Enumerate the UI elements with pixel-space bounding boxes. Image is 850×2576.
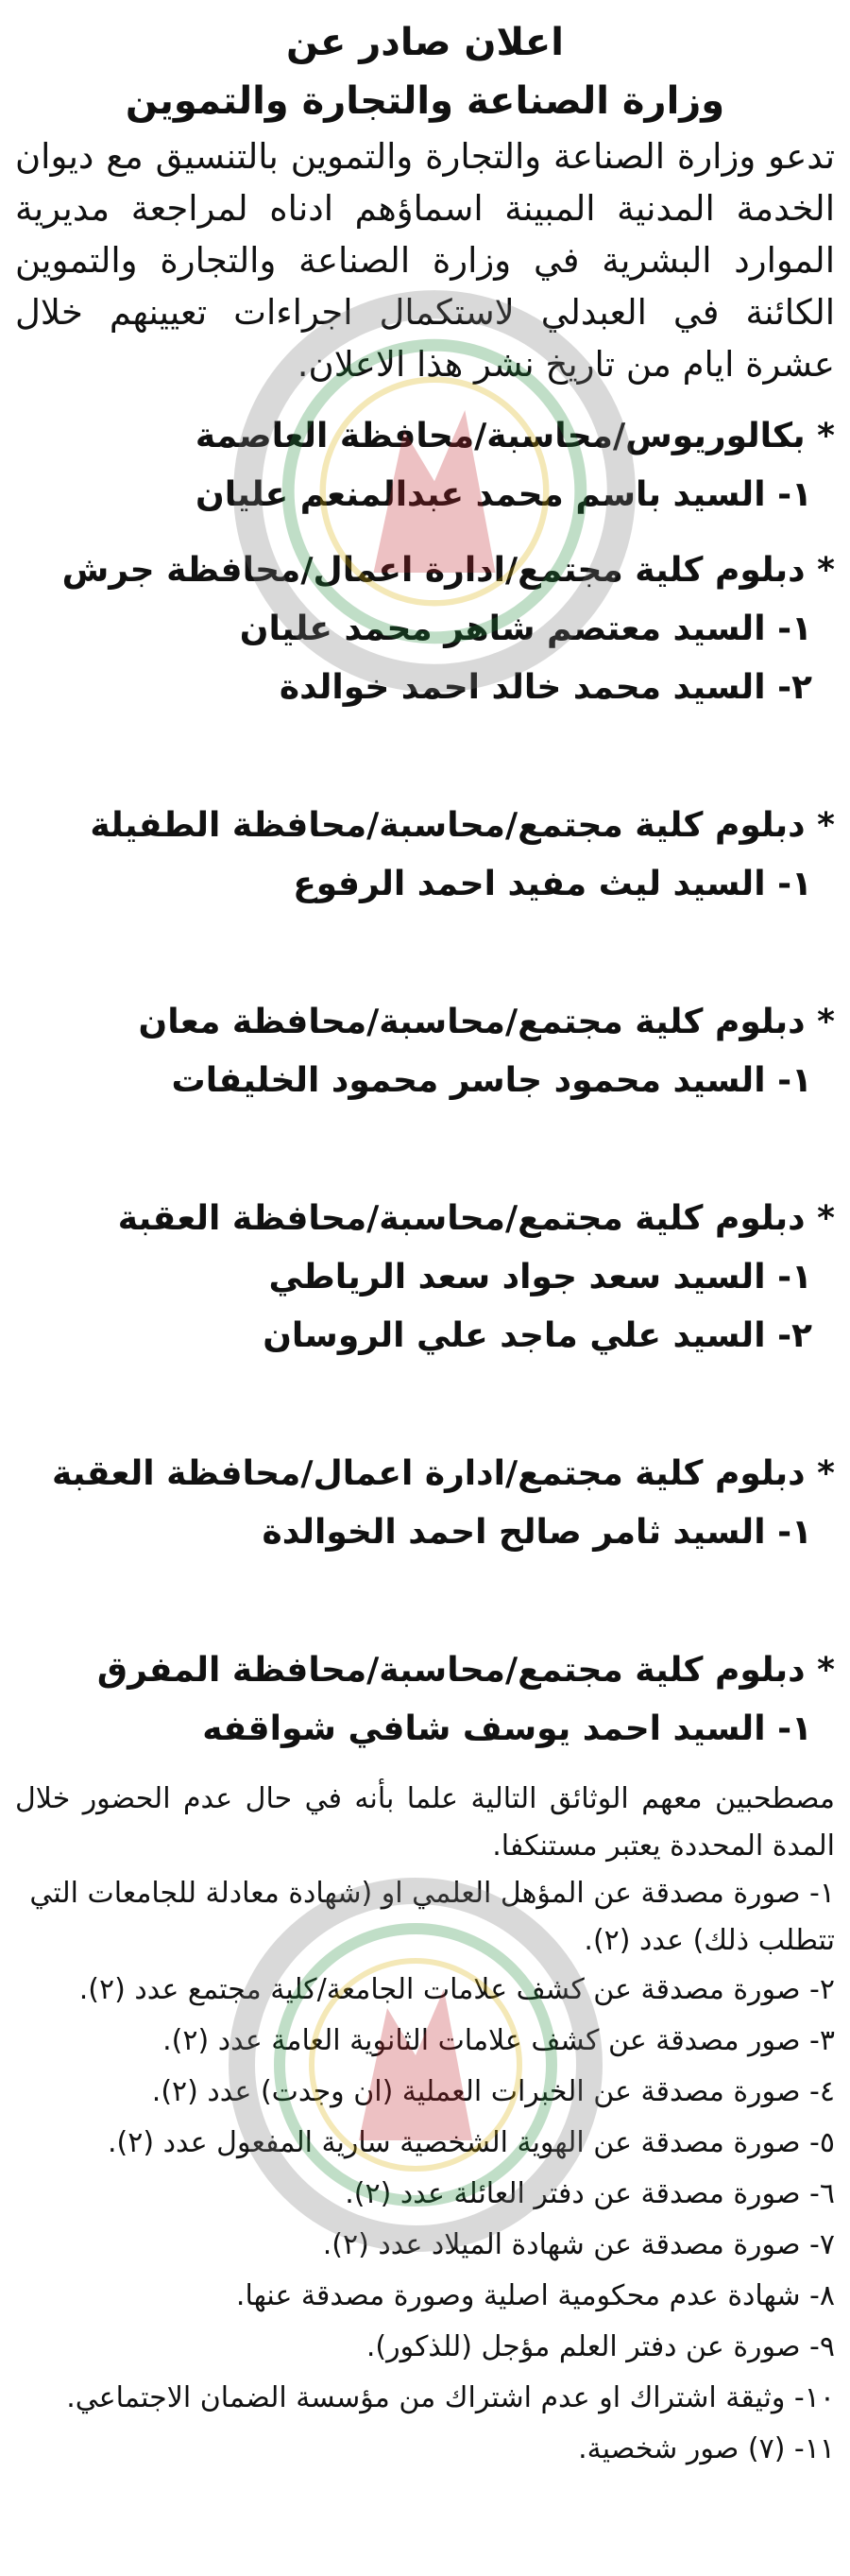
section-heading: * دبلوم كلية مجتمع/محاسبة/محافظة معان — [138, 1003, 835, 1041]
documents-intro: مصطحبين معهم الوثائق التالية علما بأنه في حال عدم الحضور خلال المدة المحددة يعتبر مستنكفا. — [15, 1782, 835, 1863]
section-heading: * دبلوم كلية مجتمع/محاسبة/محافظة العقبة — [117, 1199, 835, 1238]
document-item: ٢- صورة مصدقة عن كشف علامات الجامعة/كلية مجتمع عدد (٢). — [78, 1973, 835, 2006]
section-heading: * دبلوم كلية مجتمع/محاسبة/محافظة المفرق — [96, 1651, 835, 1690]
person-name: ٢- السيد محمد خالد احمد خوالدة — [279, 668, 812, 707]
section-6 — [0, 1641, 850, 1759]
person-name: ١- السيد معتصم شاهر محمد عليان — [239, 610, 812, 648]
document-item: ٥- صورة مصدقة عن الهوية الشخصية سارية المفعول عدد (٢). — [108, 2126, 835, 2159]
documents-list — [0, 1870, 850, 2475]
person-name: ١- السيد ثامر صالح احمد الخوالدة — [262, 1513, 812, 1552]
section-5 — [0, 1445, 850, 1562]
section-4 — [0, 1190, 850, 1365]
section-heading: * بكالوريوس/محاسبة/محافظة العاصمة — [195, 417, 835, 455]
section-heading: * دبلوم كلية مجتمع/محاسبة/محافظة الطفيلة — [90, 806, 835, 845]
person-name: ١- السيد سعد جواد سعد الرياطي — [268, 1258, 812, 1297]
section-1 — [0, 541, 850, 717]
intro-paragraph: تدعو وزارة الصناعة والتجارة والتموين بالتنسيق مع ديوان الخدمة المدنية المبينة اسماؤهم ادناه لمراجعة مديرية الموارد البشرية في وزارة الصناعة والتجارة والتموين الكائنة في العبدلي لاستكمال اجراءات تعيينهم خلال عشرة ايام من تاريخ نشر هذا الاعلان. — [15, 136, 835, 385]
person-name: ١- السيد ليث مفيد احمد الرفوع — [293, 865, 812, 903]
person-name: ١- السيد باسم محمد عبدالمنعم عليان — [196, 475, 812, 514]
document-item: ٤- صورة مصدقة عن الخبرات العملية (ان وجدت) عدد (٢). — [151, 2075, 835, 2108]
ministry-title: وزارة الصناعة والتجارة والتموين — [125, 79, 725, 123]
document-item: ١١- (٧) صور شخصية. — [578, 2432, 835, 2465]
announcement-title: اعلان صادر عن — [286, 21, 564, 64]
section-heading: * دبلوم كلية مجتمع/ادارة اعمال/محافظة جرش — [61, 551, 835, 590]
section-0 — [0, 407, 850, 524]
document-item: ١- صورة مصدقة عن المؤهل العلمي او (شهادة معادلة للجامعات التي تتطلب ذلك) عدد (٢). — [29, 1877, 835, 1957]
document-item: ٦- صورة مصدقة عن دفتر العائلة عدد (٢). — [345, 2177, 835, 2210]
person-name: ١- السيد محمود جاسر محمود الخليفات — [171, 1061, 812, 1100]
document-item: ٧- صورة مصدقة عن شهادة الميلاد عدد (٢). — [322, 2228, 835, 2261]
person-name: ٢- السيد علي ماجد علي الروسان — [263, 1316, 812, 1355]
document-item: ١٠- وثيقة اشتراك او عدم اشتراك من مؤسسة الضمان الاجتماعي. — [66, 2381, 835, 2414]
section-3 — [0, 993, 850, 1110]
section-2 — [0, 797, 850, 914]
document-item: ٩- صورة عن دفتر العلم مؤجل (للذكور). — [366, 2330, 835, 2363]
person-name: ١- السيد احمد يوسف شافي شواقفه — [202, 1709, 812, 1748]
document-item: ٣- صور مصدقة عن كشف علامات الثانوية العامة عدد (٢). — [162, 2024, 835, 2057]
document-item: ٨- شهادة عدم محكومية اصلية وصورة مصدقة عنها. — [235, 2279, 835, 2312]
section-heading: * دبلوم كلية مجتمع/ادارة اعمال/محافظة العقبة — [51, 1454, 835, 1493]
